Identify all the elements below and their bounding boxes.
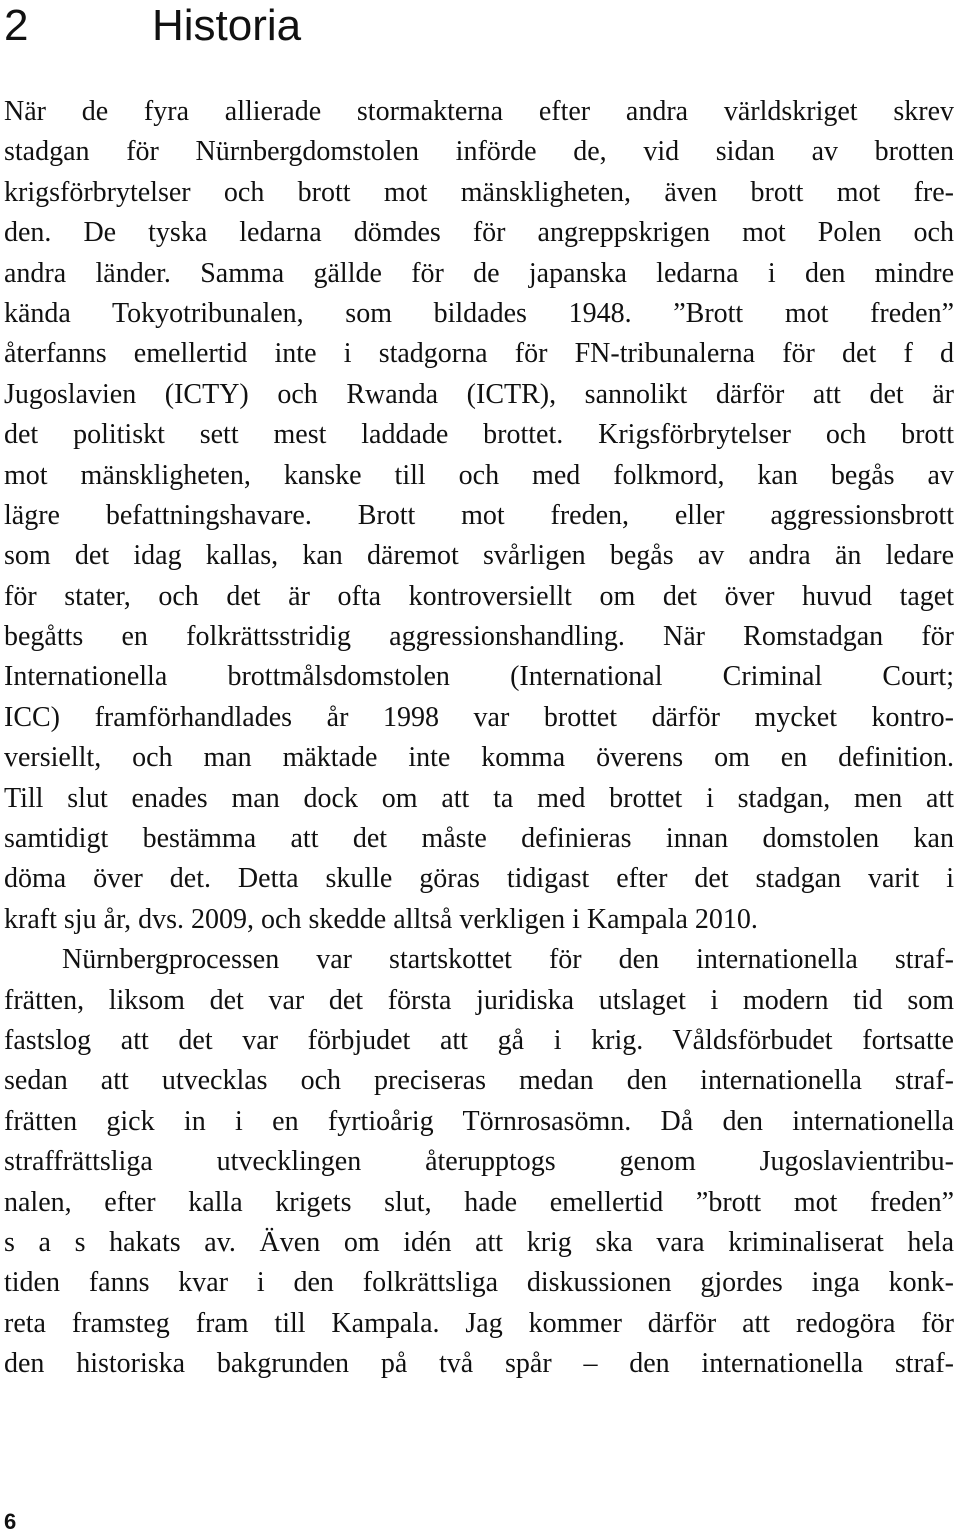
text-line: döma över det. Detta skulle göras tidigast efter det stadgan varit i <box>4 863 954 895</box>
text-line: reta framsteg fram till Kampala. Jag kommer därför att redogöra för <box>4 1307 954 1339</box>
body-text <box>4 92 954 1385</box>
text-line: sedan att utvecklas och preciseras medan den internationella straf- <box>4 1065 954 1097</box>
text-line: tiden fanns kvar i den folkrättsliga diskussionen gjordes inga konk- <box>4 1267 954 1299</box>
chapter-number: 2 <box>4 1 29 50</box>
text-line: andra länder. Samma gällde för de japanska ledarna i den mindre <box>4 257 954 289</box>
text-line: versiellt, och man mäktade inte komma överens om en definition. <box>4 742 954 774</box>
text-line: frätten, liksom det var det första juridiska utslaget i modern tid som <box>4 984 954 1016</box>
text-line: lägre befattningshavare. Brott mot freden, eller aggressionsbrott <box>4 499 954 531</box>
paragraph-2 <box>4 940 954 1384</box>
text-line: för stater, och det är ofta kontroversiellt om det över huvud taget <box>4 580 954 612</box>
text-line: Internationella brottmålsdomstolen (International Criminal Court; <box>4 661 954 693</box>
text-line: samtidigt bestämma att det måste definieras innan domstolen kan <box>4 823 954 855</box>
text-line: kända Tokyotribunalen, som bildades 1948. ”Brott mot freden” <box>4 297 954 329</box>
text-line: mot mänskligheten, kanske till och med folkmord, kan begås av <box>4 459 954 491</box>
text-line: återfanns emellertid inte i stadgorna för FN-tribunalerna för det f d <box>4 338 954 370</box>
paragraph-1 <box>4 92 954 940</box>
text-line: det politiskt sett mest laddade brottet. Krigsförbrytelser och brott <box>4 419 954 451</box>
text-line: frätten gick in i en fyrtioårig Törnrosasömn. Då den internationella <box>4 1105 954 1137</box>
text-line: stadgan för Nürnbergdomstolen införde de, vid sidan av brotten <box>4 136 954 168</box>
text-line: krigsförbrytelser och brott mot mänskligheten, även brott mot fre- <box>4 176 954 208</box>
text-line: begåtts en folkrättsstridig aggressionshandling. När Romstadgan för <box>4 621 954 653</box>
text-line: s a s hakats av. Även om idén att krig ska vara kriminaliserat hela <box>4 1226 954 1258</box>
text-line: kraft sju år, dvs. 2009, och skedde alltså verkligen i Kampala 2010. <box>4 903 758 935</box>
text-line: ICC) framförhandlades år 1998 var brottet därför mycket kontro- <box>4 701 954 733</box>
page-number: 6 <box>4 1509 17 1534</box>
chapter-title: Historia <box>152 1 302 50</box>
text-line: När de fyra allierade stormakterna efter andra världskriget skrev <box>4 96 954 127</box>
chapter-heading <box>4 0 301 52</box>
text-line: nalen, efter kalla krigets slut, hade emellertid ”brott mot freden” <box>4 1186 954 1218</box>
text-line: Till slut enades man dock om att ta med brottet i stadgan, men att <box>4 782 954 814</box>
text-line: Nürnbergprocessen var startskottet för den internationella straf- <box>62 944 954 976</box>
text-line: den historiska bakgrunden på två spår – den internationella straf- <box>4 1348 954 1380</box>
text-line: som det idag kallas, kan däremot svårligen begås av andra än ledare <box>4 540 954 572</box>
text-line: straffrättsliga utvecklingen återupptogs genom Jugoslavientribu- <box>4 1146 954 1178</box>
text-line: Jugoslavien (ICTY) och Rwanda (ICTR), sannolikt därför att det är <box>4 378 954 410</box>
text-line: fastslog att det var förbjudet att gå i krig. Våldsförbudet fortsatte <box>4 1024 954 1056</box>
text-line: den. De tyska ledarna dömdes för angreppskrigen mot Polen och <box>4 217 954 249</box>
